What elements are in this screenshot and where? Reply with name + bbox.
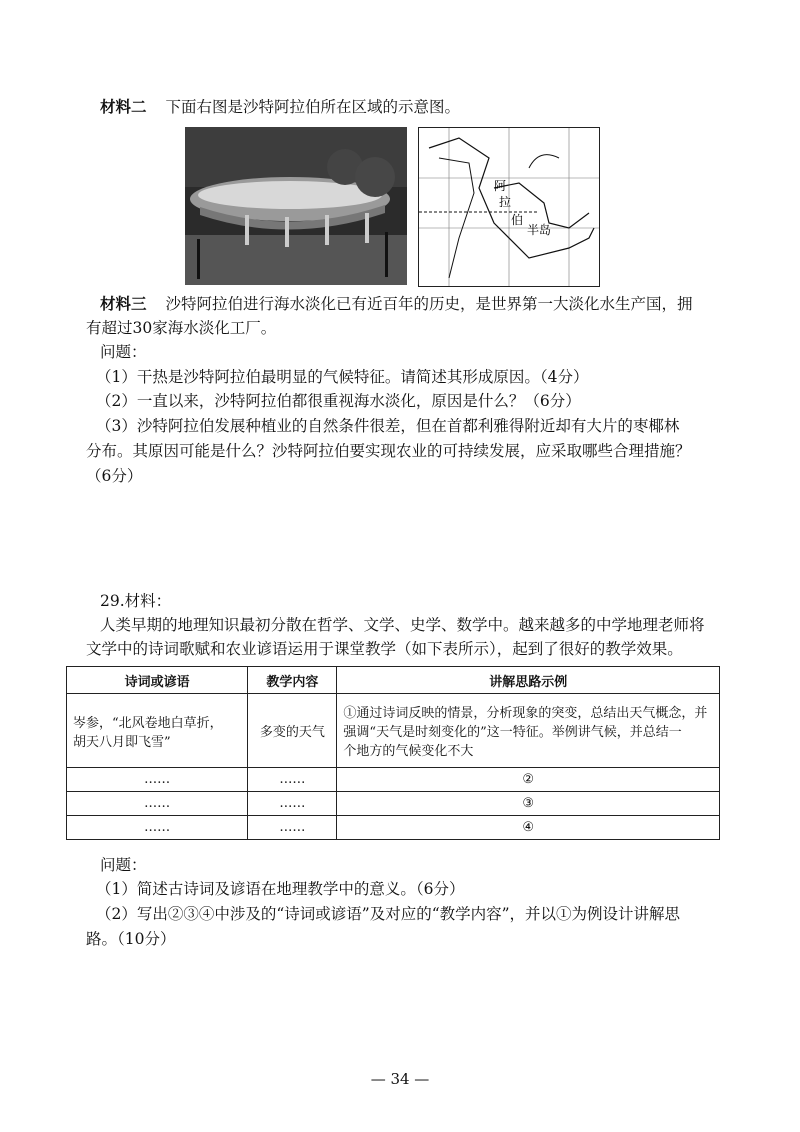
q29-question-2-line1: （2）写出②③④中涉及的“诗词或谚语”及对应的“教学内容”，并以①为例设计讲解思 — [96, 905, 681, 923]
q28-question-3-line1: （3）沙特阿拉伯发展种植业的自然条件很差，但在首都利雅得附近却有大片的枣椰林 — [96, 417, 680, 435]
q28-question-3-line3: （6分） — [86, 467, 143, 485]
table-cell-content: …… — [248, 792, 337, 816]
table-header-content: 教学内容 — [248, 667, 337, 694]
table-cell-poem: …… — [67, 768, 248, 792]
approach-line-3: 个地方的气候变化不大 — [343, 744, 474, 759]
table-cell-content: …… — [248, 816, 337, 840]
arabia-map-graphic — [419, 128, 599, 286]
table-cell-approach: ③ — [337, 792, 720, 816]
q29-material-line1: 人类早期的地理知识最初分散在哲学、文学、史学、数学中。越来越多的中学地理老师将 — [100, 616, 705, 634]
table-cell-approach: ④ — [337, 816, 720, 840]
map-label-bo: 伯 — [511, 213, 524, 227]
material2-line — [100, 96, 460, 118]
material3-text-2: 有超过30家海水淡化工厂。 — [86, 319, 277, 337]
q28-question-1: （1）干热是沙特阿拉伯最明显的气候特征。请简述其形成原因。（4分） — [96, 368, 589, 386]
poem-line-1: 岑参，“北风卷地白草折， — [73, 715, 223, 731]
table-cell-content: …… — [248, 768, 337, 792]
table-header-poem: 诗词或谚语 — [67, 667, 248, 694]
table-cell-content: 多变的天气 — [248, 694, 337, 768]
material2-label: 材料二 — [100, 97, 147, 116]
table-cell-poem: …… — [67, 792, 248, 816]
q29-question-2-line2: 路。（10分） — [86, 930, 176, 948]
material2-text: 下面右图是沙特阿拉伯所在区域的示意图。 — [165, 98, 460, 116]
material3-label: 材料三 — [100, 294, 147, 313]
q28-question-3-line2: 分布。其原因可能是什么？沙特阿拉伯要实现农业的可持续发展，应采取哪些合理措施？ — [86, 442, 691, 460]
approach-line-1: ①通过诗词反映的情景，分析现象的突变，总结出天气概念，并 — [343, 706, 708, 721]
table-row — [67, 768, 720, 792]
table-header-approach: 讲解思路示例 — [337, 667, 720, 694]
table-cell-poem — [67, 694, 248, 768]
q28-question-2: （2）一直以来，沙特阿拉伯都很重视海水淡化，原因是什么？（6分） — [96, 392, 581, 410]
q29-question-1: （1）简述古诗词及谚语在地理教学中的意义。（6分） — [96, 880, 465, 898]
page-number: — 34 — — [370, 1070, 430, 1088]
approach-line-2: 强调“天气是时刻变化的”这一特征。举例讲气候，并总结一 — [343, 725, 682, 740]
poem-line-2: 胡天八月即飞雪” — [73, 734, 171, 750]
table-row — [67, 816, 720, 840]
q29-material-line2: 文学中的诗词歌赋和农业谚语运用于课堂教学（如下表所示），起到了很好的教学效果。 — [86, 640, 683, 658]
table-cell-poem: …… — [67, 816, 248, 840]
map-label-la: 拉 — [499, 195, 512, 209]
material3-line1 — [100, 293, 692, 315]
q29-heading: 问题： — [100, 856, 147, 874]
map-label-bandao: 半岛 — [527, 223, 552, 237]
map-label-a: 阿 — [494, 179, 507, 193]
q28-heading: 问题： — [100, 343, 147, 361]
table-row — [67, 694, 720, 768]
desalination-building-photo — [185, 127, 407, 285]
teaching-table — [66, 666, 720, 840]
arabia-map — [418, 127, 600, 287]
table-cell-approach — [337, 694, 720, 768]
q29-number: 29.材料： — [100, 592, 172, 610]
material3-text-1: 沙特阿拉伯进行海水淡化已有近百年的历史，是世界第一大淡化水生产国，拥 — [165, 295, 693, 313]
table-row — [67, 792, 720, 816]
building-photo-graphic — [185, 127, 407, 285]
table-header-row — [67, 667, 720, 694]
table-cell-approach: ② — [337, 768, 720, 792]
